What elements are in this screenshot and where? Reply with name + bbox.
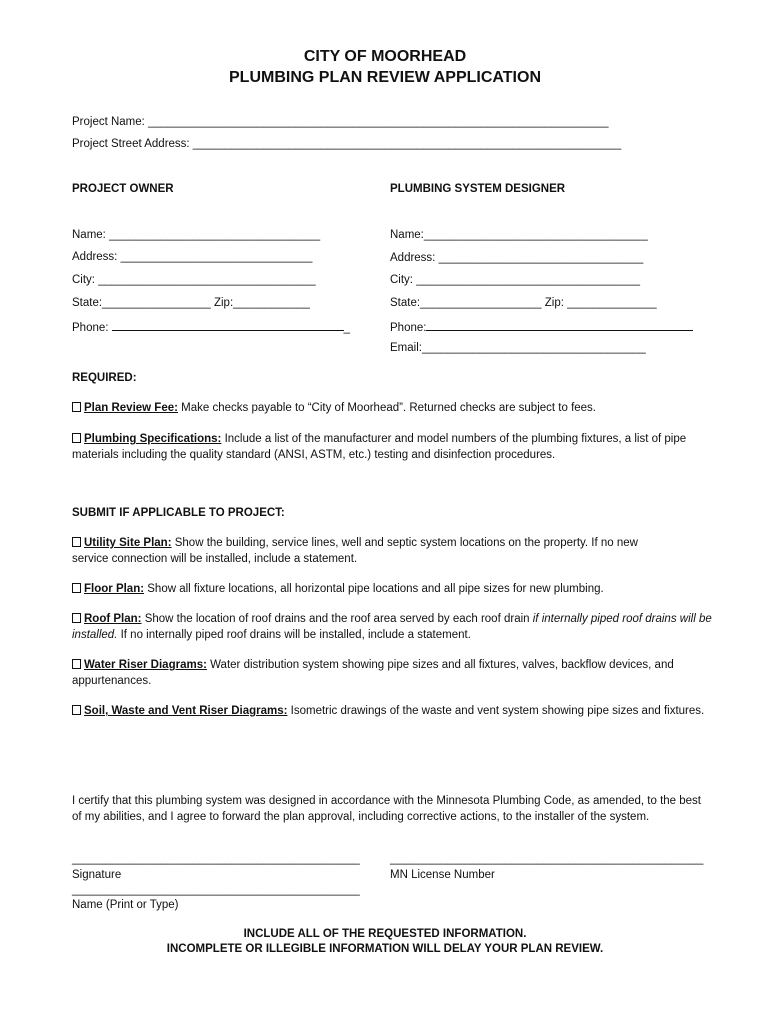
project-owner-heading: PROJECT OWNER	[72, 183, 174, 195]
applicable-item-floor-plan	[72, 582, 712, 598]
item-text: Show the building, service lines, well and septic system locations on the property. If no new service connection will be installed, include a statement.	[72, 537, 638, 565]
certification-statement: I certify that this plumbing system was designed in accordance with the Minnesota Plumbing Code, as amended, to the best of my abilities, and I agree to forward the plan approval, including corrective actions, to the installer of the system.	[72, 795, 702, 823]
applicable-item-water-riser	[72, 658, 712, 689]
designer-phone-field[interactable]	[390, 318, 693, 336]
item-text-continued: If no internally piped roof drains will be installed, include a statement.	[117, 628, 471, 641]
project-address-field[interactable]: Project Street Address: ___________________________________________________________________	[72, 138, 622, 150]
required-item-specifications	[72, 432, 712, 463]
designer-email-field[interactable]: Email:___________________________________	[390, 342, 646, 354]
designer-heading: PLUMBING SYSTEM DESIGNER	[390, 183, 566, 195]
checkbox[interactable]	[72, 433, 81, 443]
owner-phone-label: Phone:	[72, 322, 112, 334]
checkbox[interactable]	[72, 613, 81, 623]
license-number-label: MN License Number	[390, 869, 495, 881]
item-text: Show all fixture locations, all horizontal pipe locations and all pipe sizes for new plumbing.	[144, 583, 604, 595]
item-text: Show the location of roof drains and the roof area served by each roof drain	[141, 613, 533, 625]
item-italic-text: if internally piped roof drains will be installed.	[72, 613, 712, 641]
item-label: Plan Review Fee:	[84, 402, 178, 414]
owner-city-field[interactable]: City: __________________________________	[72, 274, 316, 286]
owner-name-field[interactable]: Name: _________________________________	[72, 229, 321, 241]
item-label: Water Riser Diagrams:	[84, 659, 207, 671]
owner-phone-tail: _	[343, 322, 351, 334]
checkbox[interactable]	[72, 537, 81, 547]
item-text: Isometric drawings of the waste and vent system showing pipe sizes and fixtures.	[287, 705, 705, 717]
form-title-application: PLUMBING PLAN REVIEW APPLICATION	[229, 69, 541, 86]
owner-phone-line[interactable]	[112, 318, 344, 331]
applicable-heading: SUBMIT IF APPLICABLE TO PROJECT:	[72, 507, 285, 519]
checkbox[interactable]	[72, 705, 81, 715]
item-text: Include a list of the manufacturer and model numbers of the plumbing fixtures, a list of pipe materials including the quality standard (ANSI, ASTM, etc.) testing and disinfection procedures.	[72, 433, 687, 461]
item-label: Roof Plan:	[84, 613, 142, 625]
checkbox[interactable]	[72, 583, 81, 593]
license-number-line[interactable]: _________________________________________________	[390, 853, 704, 865]
designer-phone-label: Phone:	[390, 322, 427, 334]
item-label: Floor Plan:	[84, 583, 145, 595]
applicable-item-site-plan	[72, 536, 662, 567]
checkbox[interactable]	[72, 659, 81, 669]
applicable-item-soil-waste-vent	[72, 704, 712, 720]
printed-name-line[interactable]: _____________________________________________	[72, 884, 360, 896]
footer-notice-line1: INCLUDE ALL OF THE REQUESTED INFORMATION.	[243, 928, 527, 940]
item-label: Plumbing Specifications:	[84, 433, 222, 445]
project-name-field[interactable]: Project Name: ________________________________________________________________________	[72, 116, 609, 128]
item-text: Make checks payable to “City of Moorhead”. Returned checks are subject to fees.	[177, 402, 597, 414]
designer-state-zip-field[interactable]: State:___________________ Zip: ______________	[390, 297, 657, 309]
item-label: Utility Site Plan:	[84, 537, 172, 549]
signature-line[interactable]: _____________________________________________	[72, 853, 360, 865]
designer-address-field[interactable]: Address: ________________________________	[390, 252, 644, 264]
designer-name-field[interactable]: Name:___________________________________	[390, 229, 648, 241]
form-title-city: CITY OF MOORHEAD	[303, 48, 467, 65]
signature-label: Signature	[72, 869, 122, 881]
owner-phone-field[interactable]	[72, 318, 350, 336]
applicable-item-roof-plan	[72, 612, 712, 643]
item-text: Water distribution system showing pipe sizes and all fixtures, valves, backflow devices, and appurtenances.	[72, 659, 674, 687]
designer-city-field[interactable]: City: ___________________________________	[390, 274, 641, 286]
owner-address-field[interactable]: Address: ______________________________	[72, 251, 313, 263]
footer-notice-line2: INCOMPLETE OR ILLEGIBLE INFORMATION WILL DELAY YOUR PLAN REVIEW.	[166, 943, 604, 955]
checkbox[interactable]	[72, 402, 81, 412]
item-label: Soil, Waste and Vent Riser Diagrams:	[84, 705, 288, 717]
owner-state-zip-field[interactable]: State:_________________ Zip:____________	[72, 297, 310, 309]
designer-phone-line[interactable]	[426, 318, 693, 331]
required-heading: REQUIRED:	[72, 372, 137, 384]
printed-name-label: Name (Print or Type)	[72, 899, 179, 911]
required-item-fee	[72, 401, 712, 417]
